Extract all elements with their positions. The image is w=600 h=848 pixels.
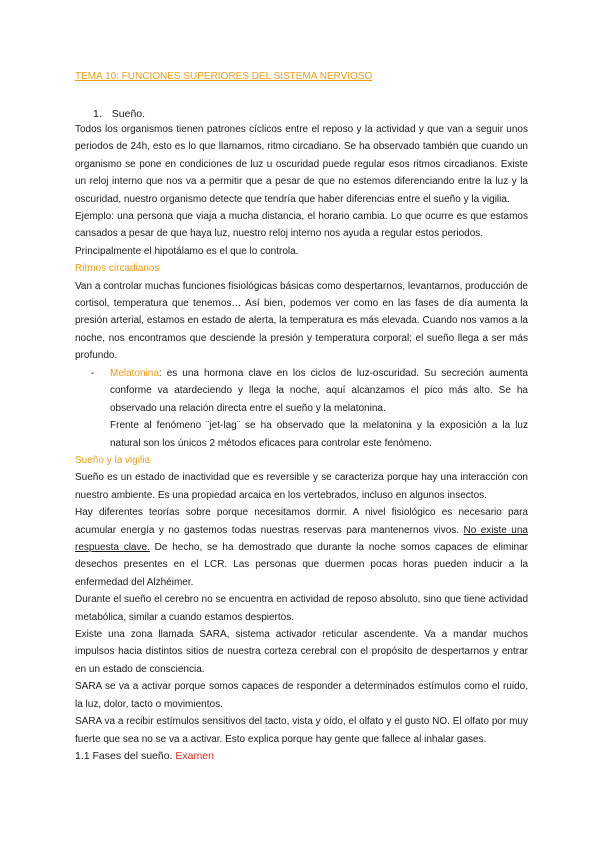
underlined-phrase: No existe una respuesta clave. bbox=[75, 524, 528, 554]
bullet-marker: - bbox=[91, 368, 95, 379]
intro-block bbox=[75, 121, 528, 365]
paragraph: Todos los organismos tienen patrones cíclicos entre el reposo y la actividad y que van a seguir unos periodos de 24h, esto es lo que llamamos, ritmo circadiano. Se ha observado también que cuando un organismo se pone en condiciones de luz u oscuridad puede regular esos ritmos circadianos. Existe un reloj interno que nos va a permitir que a pesar de que no estemos diferenciando entre la luz y la oscuridad, nuestro organismo detecte que tendría que haber diferencias entre el sueño y la vigilia. bbox=[75, 124, 528, 205]
paragraph: Van a controlar muchas funciones fisiológicas básicas como despertarnos, levantarnos, producción de cortisol, temperatura que tenemos… Así bien, podemos ver como en las fases de día aumenta la presión arterial, estamos en estado de alerta, la temperatura es más elevada. Cuando nos vamos a la noche, nos encontramos que desciende la presión y temperatura corporal; el sueño llega a ser más profundo. bbox=[75, 280, 528, 362]
paragraph: SARA se va a activar porque somos capaces de responder a determinados estímulos como el ruido, la luz, dolor, tacto o movimientos. bbox=[75, 681, 528, 710]
paragraph: Durante el sueño el cerebro no se encuentra en actividad de reposo absoluto, sino que tiene actividad metabólica, similar a cuando estamos despiertos. bbox=[75, 594, 528, 623]
paragraph bbox=[110, 365, 528, 417]
paragraph bbox=[75, 504, 528, 591]
section-heading-sueno bbox=[93, 108, 145, 120]
text-run: Hay diferentes teorías sobre porque necesitamos dormir. A nivel fisiológico es necesario para acumular energía y no gastemos todas nuestras reservas para mantenernos vivos. bbox=[75, 507, 528, 536]
exam-tag: Examen bbox=[175, 749, 214, 762]
paragraph: Existe una zona llamada SARA, sistema activador reticular ascendente. Va a mandar muchos impulsos hacia distintos sitios de nuestra corteza cerebral con el propósito de despertarnos y entrar en un estado de consciencia. bbox=[75, 629, 528, 675]
term-melatonina: Melatonina bbox=[110, 368, 159, 379]
paragraph: SARA va a recibir estímulos sensitivos del tacto, vista y oído, el olfato y el gusto NO. El olfato por muy fuerte que sea no se va a activar. Esto explica porque hay gente que fallece al inhalar gases. bbox=[75, 716, 528, 745]
sueno-vigilia-block bbox=[75, 452, 528, 765]
paragraph: Sueño es un estado de inactividad que es reversible y se caracteriza porque hay una interacción con nuestro ambiente. Es una propiedad arcaica en los vertebrados, incluso en algunos insectos. bbox=[75, 472, 528, 501]
melatonina-bullet bbox=[110, 365, 528, 452]
paragraph: Ejemplo: una persona que viaja a mucha distancia, el horario cambia. Lo que ocurre es que estamos cansados a pesar de que haya luz, nuestro reloj interno nos ayuda a regular estos periodos. bbox=[75, 211, 528, 240]
subsection-heading-fases bbox=[75, 748, 528, 765]
text-run: De hecho, se ha demostrado que durante la noche somos capaces de eliminar desechos presentes en el LCR. Las personas que duermen pocas horas pueden inducir a la enfermedad del Alzhéimer. bbox=[75, 542, 528, 588]
melatonina-definition: : es una hormona clave en los ciclos de luz-oscuridad. Su secreción aumenta conforme va atardeciendo y llega la noche, aquí alcanzamos el pico más alto. Se ha observado una relación directa entre el sueño y la melatonina. bbox=[110, 368, 528, 414]
section-number: 1. bbox=[93, 108, 102, 120]
subheading-ritmos-circadianos: Ritmos circadianos bbox=[75, 263, 160, 275]
section-label: Sueño. bbox=[111, 108, 146, 120]
subheading-sueno-vigilia: Sueño y la vigilia bbox=[75, 455, 151, 466]
document-title: TEMA 10: FUNCIONES SUPERIORES DEL SISTEMA NERVIOSO bbox=[75, 71, 373, 82]
paragraph: Frente al fenómeno ¨jet-lag¨ se ha observado que la melatonina y la exposición a la luz natural son los únicos 2 métodos eficaces para controlar este fenómeno. bbox=[110, 420, 528, 449]
paragraph: Principalmente el hipotálamo es el que lo controla. bbox=[75, 245, 299, 257]
subsection-label: 1.1 Fases del sueño. bbox=[75, 749, 176, 762]
